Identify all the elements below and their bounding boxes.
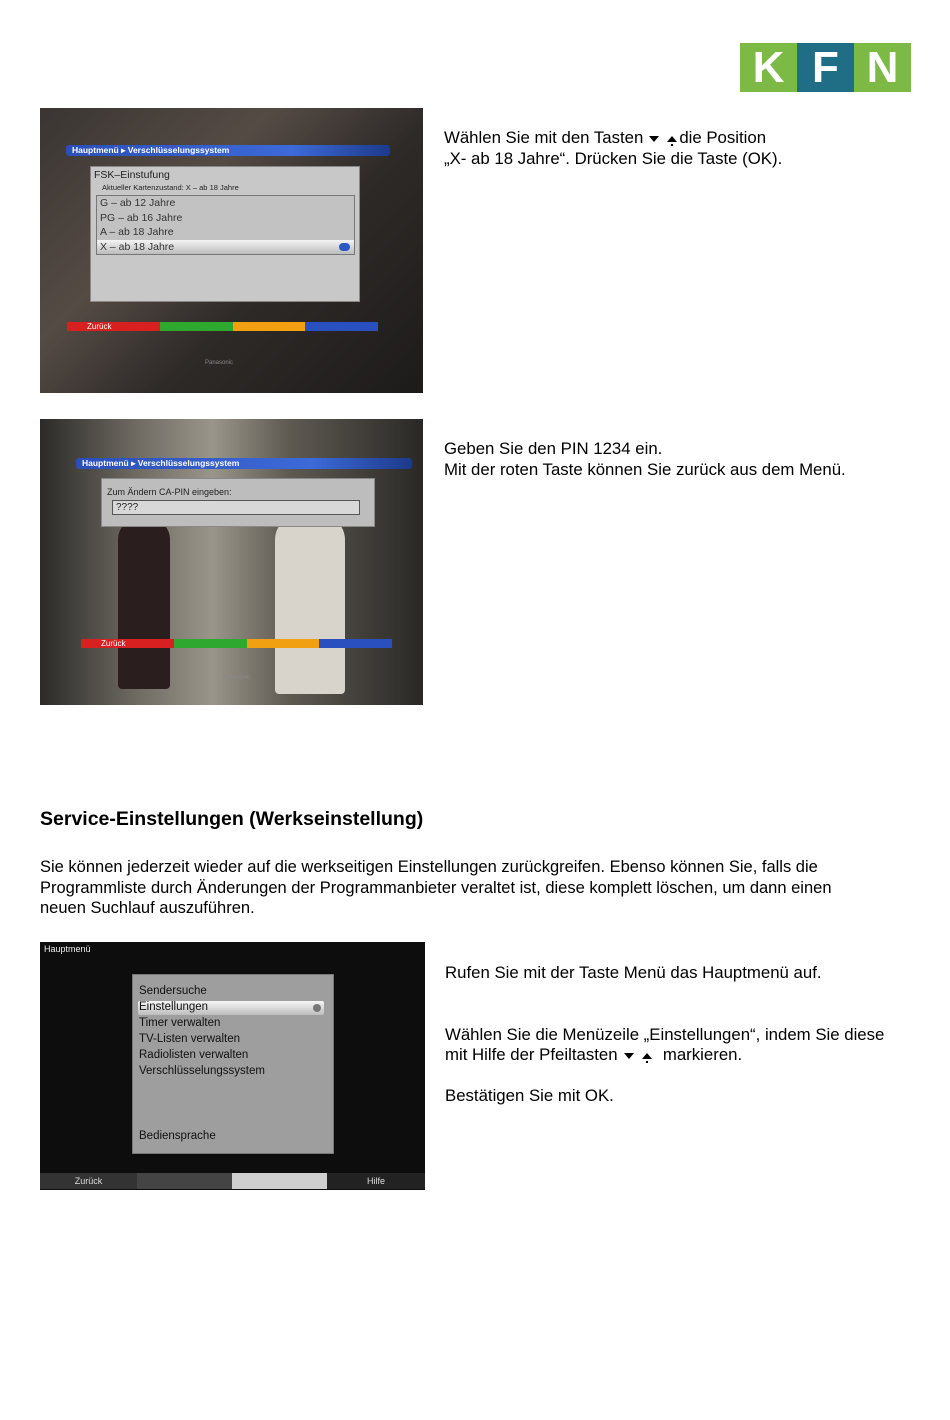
- menu-item-radiolisten[interactable]: Radiolisten verwalten: [139, 1049, 249, 1061]
- tv-screenshot-fsk: [40, 108, 423, 393]
- step3-line3: [445, 1045, 884, 1066]
- color-key-bar: [67, 322, 378, 331]
- step2-line1: Geben Sie den PIN 1234 ein.: [444, 439, 663, 458]
- kfn-logo: [740, 43, 911, 92]
- menu-bottom-bar: [40, 1173, 425, 1189]
- tv-screenshot-pin: [40, 419, 423, 705]
- arrow-down-icon: [624, 1053, 634, 1059]
- pin-prompt: Zum Ändern CA-PIN eingeben:: [107, 487, 232, 497]
- step1-line1-rest: die Position: [679, 128, 767, 147]
- step1-line1: [444, 128, 782, 149]
- person-silhouette: [275, 514, 345, 694]
- menu-item-timer[interactable]: Timer verwalten: [139, 1017, 221, 1029]
- logo-letter-f: F: [797, 43, 854, 92]
- fsk-option[interactable]: G – ab 12 Jahre: [100, 197, 176, 209]
- step2-instructions: [444, 439, 846, 480]
- bar-segment: [232, 1173, 327, 1189]
- menu-item-einstellungen[interactable]: Einstellungen: [139, 1001, 209, 1013]
- step1-line1-text: Wählen Sie mit den Tasten: [444, 128, 644, 147]
- main-menu-panel: [132, 974, 334, 1154]
- fsk-panel-title: FSK–Einstufung: [94, 169, 170, 181]
- menu-item-verschluesselung[interactable]: Verschlüsselungssystem: [139, 1065, 265, 1077]
- arrow-up-icon: [642, 1053, 652, 1059]
- ok-icon: [339, 243, 350, 251]
- step3-instructions: [445, 963, 884, 1106]
- osd-breadcrumb: Hauptmenü ▸ Verschlüsselungssystem: [76, 458, 412, 469]
- arrow-down-icon: [649, 136, 659, 142]
- green-key[interactable]: [160, 322, 233, 331]
- yellow-key[interactable]: [247, 639, 320, 648]
- menu-item-tv-listen[interactable]: TV-Listen verwalten: [139, 1033, 240, 1045]
- paragraph-line: neuen Suchlauf auszuführen.: [40, 899, 255, 917]
- red-key-back[interactable]: Zurück: [81, 639, 174, 648]
- tv-screenshot-main-menu: [40, 942, 425, 1190]
- logo-letter-n: N: [854, 43, 911, 92]
- menu-item-sendersuche[interactable]: Sendersuche: [139, 985, 207, 997]
- logo-letter-k: K: [740, 43, 797, 92]
- menu-item-bediensprache[interactable]: Bediensprache: [139, 1130, 216, 1142]
- paragraph-line: Sie können jederzeit wieder auf die werkseitigen Einstellungen zurückgreifen. Ebenso können Sie, falls die: [40, 858, 818, 876]
- pin-panel: [101, 478, 375, 527]
- arrow-up-icon: [667, 136, 677, 142]
- step1-instructions: [444, 128, 782, 169]
- help-button[interactable]: Hilfe: [327, 1173, 425, 1189]
- fsk-option[interactable]: PG – ab 16 Jahre: [100, 211, 183, 224]
- current-state-text: Aktueller Kartenzustand: X – ab 18 Jahre: [102, 183, 239, 192]
- step1-line2: „X- ab 18 Jahre“. Drücken Sie die Taste (OK).: [444, 148, 783, 168]
- yellow-key[interactable]: [233, 322, 306, 331]
- person-silhouette: [118, 519, 170, 689]
- bar-segment: [137, 1173, 232, 1189]
- tv-brand-label: Panasonic: [222, 675, 251, 681]
- step3-line4: Bestätigen Sie mit OK.: [445, 1085, 614, 1105]
- red-key-back[interactable]: Zurück: [67, 322, 160, 331]
- step3-line1: Rufen Sie mit der Taste Menü das Hauptmenü auf.: [445, 963, 822, 982]
- fsk-option-selected[interactable]: [97, 240, 354, 255]
- paragraph-line: Programmliste durch Änderungen der Programmanbieter veraltet ist, diese komplett löschen, um dann einen: [40, 878, 832, 897]
- blue-key[interactable]: [305, 322, 378, 331]
- osd-breadcrumb: Hauptmenü ▸ Verschlüsselungssystem: [66, 145, 390, 156]
- tv-brand-label: Panasonic: [205, 360, 234, 366]
- main-menu-title: Hauptmenü: [44, 944, 91, 954]
- step2-line2: Mit der roten Taste können Sie zurück aus dem Menü.: [444, 459, 846, 479]
- step3-line3-text: mit Hilfe der Pfeiltasten: [445, 1045, 618, 1064]
- pin-input[interactable]: ????: [112, 500, 360, 515]
- section-heading: Service-Einstellungen (Werkseinstellung): [40, 808, 424, 830]
- step3-line2: Wählen Sie die Menüzeile „Einstellungen“, indem Sie diese: [445, 1024, 885, 1044]
- fsk-panel: [90, 166, 360, 302]
- section-paragraph: [40, 857, 910, 919]
- fsk-option[interactable]: A – ab 18 Jahre: [100, 226, 174, 238]
- color-key-bar: [81, 639, 392, 648]
- step3-line3-rest: markieren.: [662, 1045, 743, 1064]
- fsk-options-list: [96, 195, 355, 255]
- fsk-option-label: X – ab 18 Jahre: [100, 240, 175, 253]
- ok-icon: [313, 1004, 321, 1012]
- back-button[interactable]: Zurück: [40, 1173, 137, 1189]
- spacer: [445, 1066, 884, 1086]
- spacer: [445, 984, 884, 1025]
- blue-key[interactable]: [319, 639, 392, 648]
- green-key[interactable]: [174, 639, 247, 648]
